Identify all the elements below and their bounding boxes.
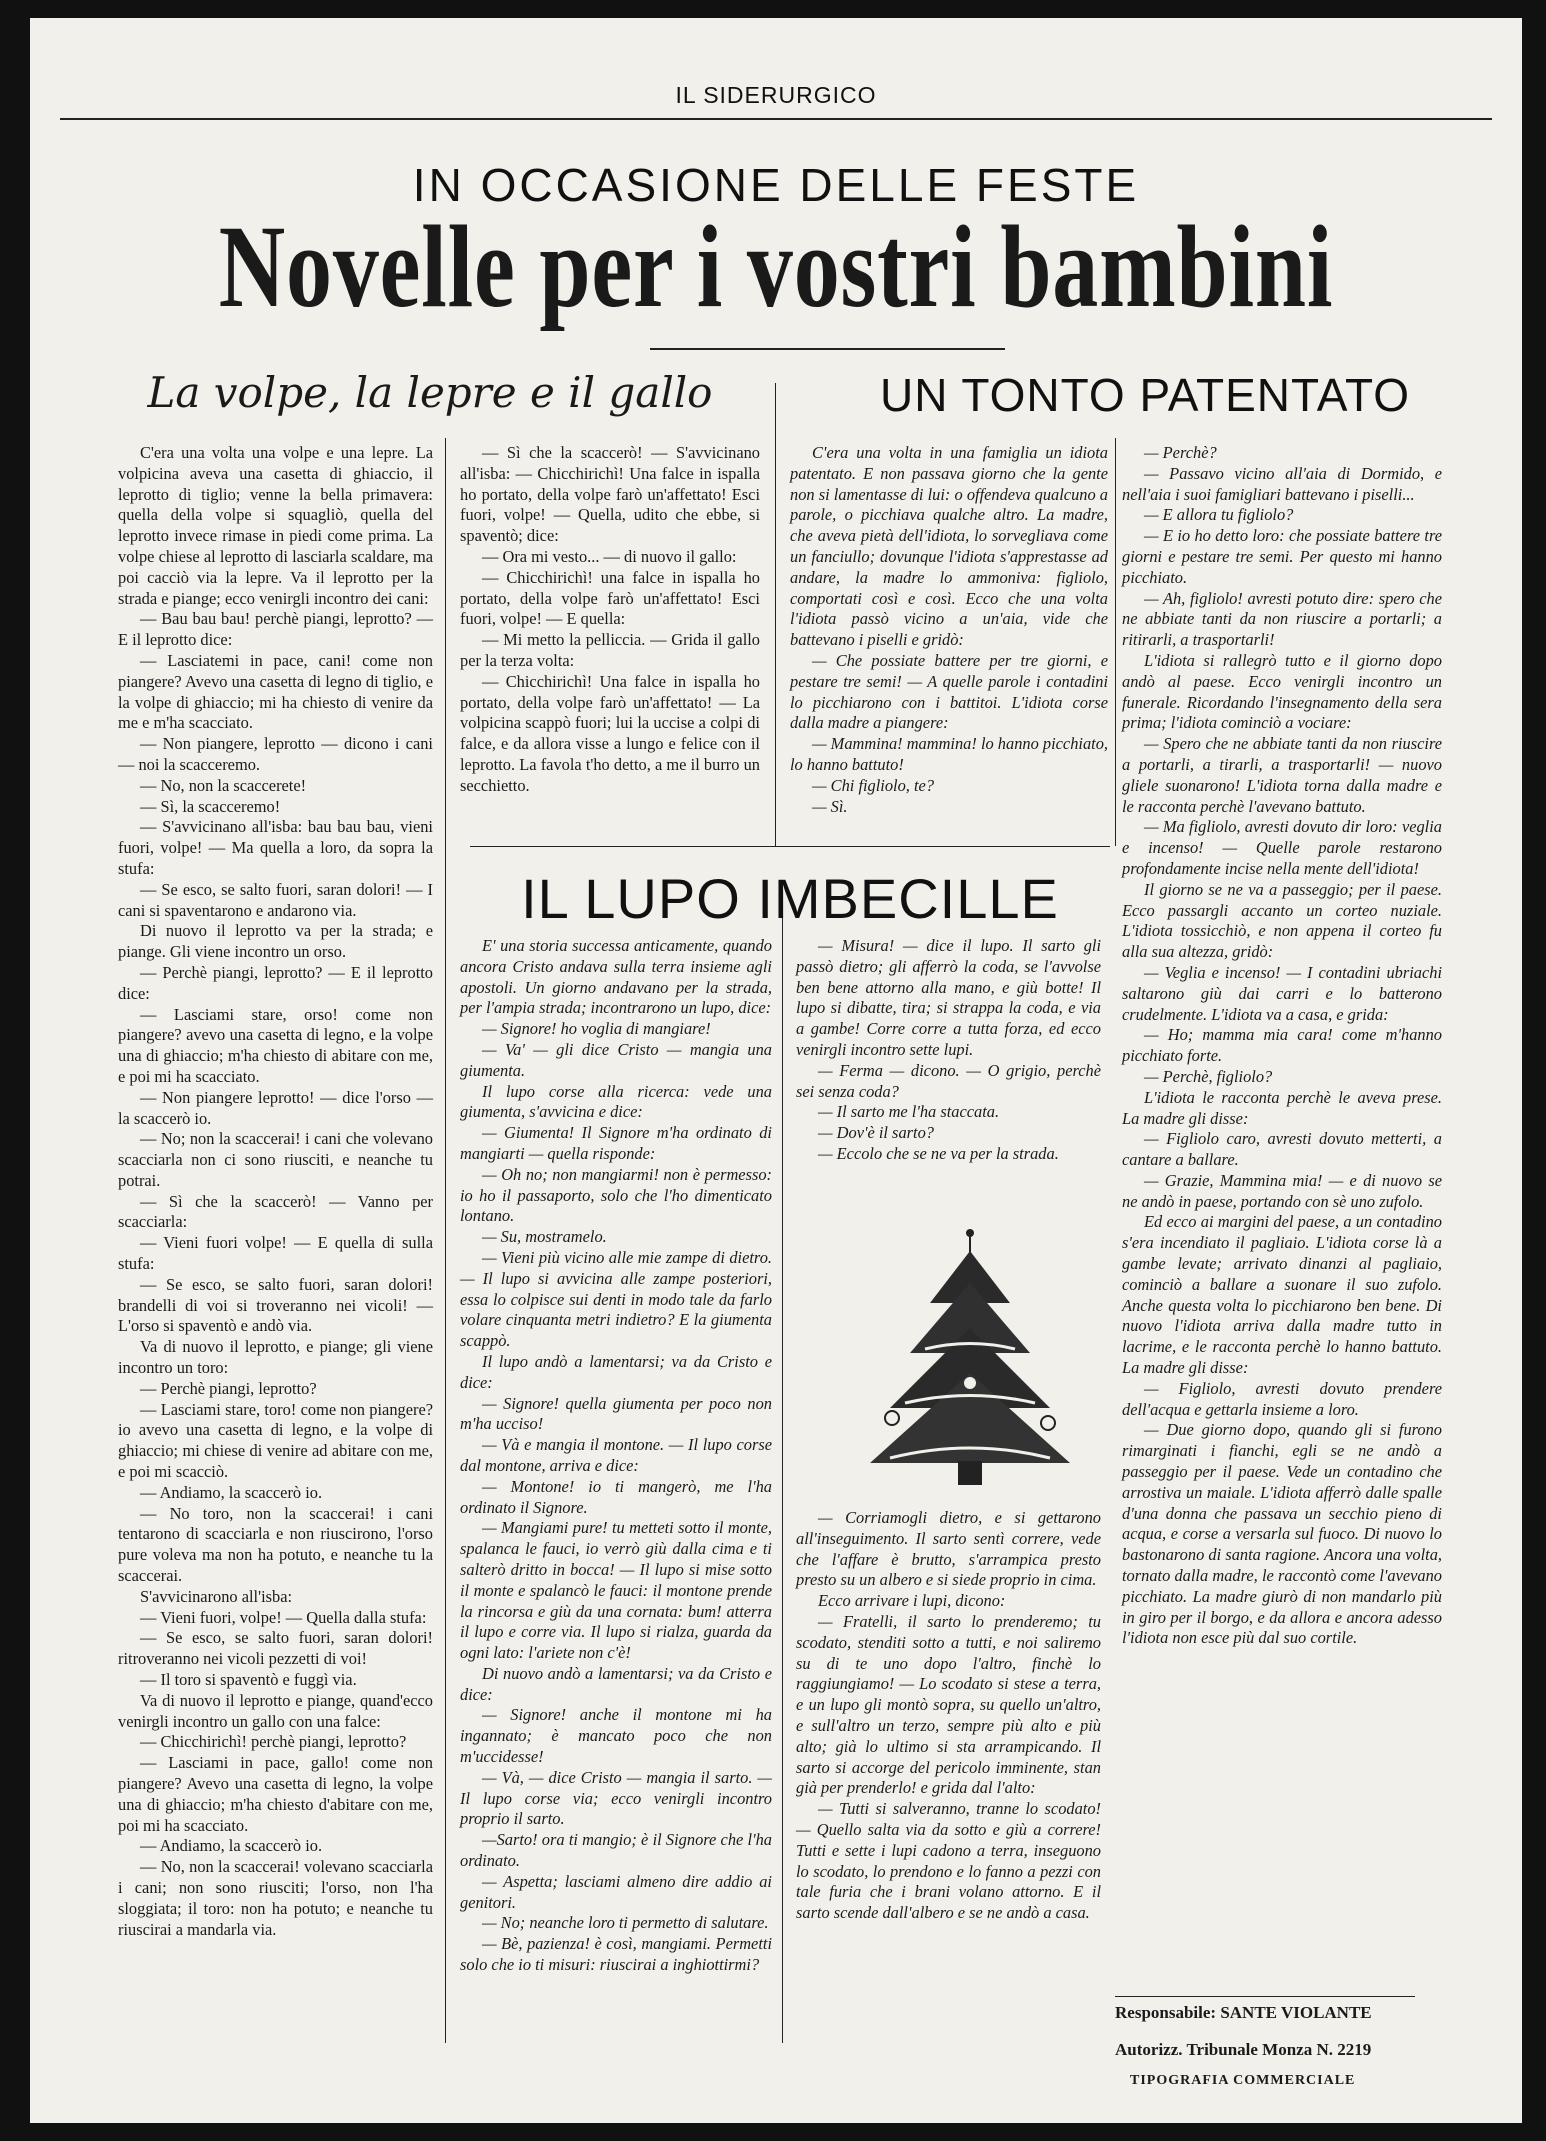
paragraph: — Il sarto me l'ha staccata. — [818, 1102, 1000, 1122]
story3-title: IL LUPO IMBECILLE — [521, 867, 1059, 930]
paragraph: L'idiota le racconta perchè le aveva prese. La madre gli disse: — [1122, 1087, 1442, 1128]
paragraph: — Mammina! mammina! lo hanno picchiato, lo hanno battuto! — [790, 734, 1108, 774]
printer-credit: TIPOGRAFIA COMMERCIALE — [1130, 2073, 1356, 2088]
story3-top-rule — [470, 846, 1110, 847]
paragraph: — Andiamo, la scaccerò io. — [140, 1482, 323, 1502]
paragraph: — Spero che ne abbiate tanti da non riuscire a portarli, a tirarli, a trasportarli! — nuovo gliele suonarono! L'idiota torna dalla madre e le racconta perchè l'avevano battuto. — [1122, 734, 1442, 816]
paragraph: — Ah, figliolo! avresti potuto dire: spero che ne abbiate tanti da non riuscire a portarli; a ritirarli, a trasportarli! — [1122, 588, 1442, 650]
paragraph: — Chicchirichì! una falce in ispalla ho portato, della volpe farò un'affettato! Esci fuori, volpe! — E quella: — [460, 567, 760, 629]
headline: Novelle per i vostri bambini — [218, 201, 1334, 332]
paragraph: — No; neanche loro ti permetto di salutare. — [482, 1913, 769, 1933]
paragraph: Il lupo andò a lamentarsi; va da Cristo e dice: — [460, 1351, 772, 1392]
paragraph: Il giorno se ne va a passeggio; per il paese. Ecco passargli accanto un corteo nuziale. L'idiota tossicchiò, e non appena il corteo fu alla sua altezza, gridò: — [1122, 879, 1442, 962]
paragraph: — Giumenta! Il Signore m'ha ordinato di mangiarti — quella risponde: — [460, 1123, 772, 1163]
paragraph: — Misura! — dice il lupo. Il sarto gli passò dietro; gli afferrò la coda, se l'avvolse ben bene attorno alla mano, e giù botte! Il lupo si dibatte, tira; si strappa la coda, e via a gambe! Corre corre a tutta forza, ed ecco venirgli incontro sette lupi. — [796, 936, 1101, 1059]
paragraph: — Chicchirichì! Una falce in ispalla ho portato, della volpe farò un'affettato! — La volpicina scappò fuori; lui la uccise a colpi di falce, e da allora visse a lungo e felice con il leprotto. La favola t'ho detto, a me il burro un secchietto. — [460, 671, 760, 795]
story2-column-2 — [1122, 443, 1442, 1649]
paragraph: — Non piangere, leprotto — dicono i cani — noi la scacceremo. — [118, 734, 433, 774]
story1-column-1 — [118, 443, 433, 1940]
kicker: IN OCCASIONE DELLE FESTE — [412, 159, 1140, 211]
paragraph: — Se esco, se salto fuori, saran dolori! brandelli di voi si troveranno nei vicoli! — L'orso si spaventò e andò via. — [118, 1274, 433, 1336]
paragraph: S'avvicinarono all'isba: — [140, 1586, 293, 1606]
column-divider-story2 — [1115, 438, 1116, 846]
paragraph: — No; non la scaccerai! i cani che volevano scacciarla non ci sono riusciti, e neanche tu potrai. — [118, 1129, 433, 1190]
paragraph: — No, non la scaccerete! — [140, 775, 307, 795]
responsabile-credit: Responsabile: SANTE VIOLANTE — [1115, 2003, 1372, 2022]
headline-rule — [650, 348, 1005, 350]
paragraph: — Bau bau bau! perchè piangi, leprotto? — E il leprotto dice: — [118, 609, 433, 650]
paragraph: — Eccolo che se ne va per la strada. — [818, 1143, 1059, 1163]
paragraph: — Lasciami stare, orso! come non piangere? avevo una casetta di legno, e la volpe una di ghiaccio; m'ha chiesto di abitare con me, e poi mi ha scacciato. — [118, 1004, 433, 1086]
paragraph: — Veglia e incenso! — I contadini ubriachi saltarono giù dai carri e lo batterono crudelmente. L'idiota va a casa, e grida: — [1122, 962, 1442, 1024]
paragraph: — Figliolo caro, avresti dovuto metterti, a cantare a ballare. — [1122, 1129, 1442, 1170]
paragraph: L'idiota si rallegrò tutto e il giorno dopo andò al paese. Ecco venirgli incontro un funerale. Ricordando l'insegnamento della sera prima; l'idiota cominciò a vociare: — [1122, 650, 1442, 733]
paragraph: Va di nuovo il leprotto, e piange; gli viene incontro un toro: — [118, 1337, 433, 1378]
column-divider-left — [445, 438, 446, 2043]
paragraph: — Vieni fuori volpe! — E quella di sulla stufa: — [118, 1233, 433, 1274]
story2-title: UN TONTO PATENTATO — [879, 369, 1411, 421]
paragraph: — Che possiate battere per tre giorni, e pestare tre semi! — A quelle parole i contadini lo picchiarono con i battitoi. L'idiota corse dalla madre a piangere: — [790, 650, 1108, 733]
paragraph: — Oh no; non mangiarmi! non è permesso: io ho il passaporto, solo che l'ho dimenticato lontano. — [460, 1164, 772, 1226]
authorization-credit: Autorizz. Tribunale Monza N. 2219 — [1115, 2040, 1372, 2059]
paragraph: — Perchè piangi, leprotto? — E il leprotto dice: — [118, 962, 433, 1003]
paragraph: — E io ho detto loro: che possiate battere tre giorni e pestare tre semi. Per questo mi hanno picchiato. — [1122, 526, 1442, 587]
newspaper-page — [30, 18, 1522, 2123]
paragraph: — Grazie, Mammina mia! — e di nuovo se ne andò in paese, portando con sè uno zufolo. — [1122, 1170, 1442, 1211]
column-divider-top — [775, 383, 776, 846]
paragraph: — Mangiami pure! tu metteti sotto il monte, spalanca le fauci, io verrò giù dalla cima e ti salterò dritto in bocca! — Il lupo si mise sotto il monte e spalancò le fauci: il montone prende la rincorsa e giù da una cornata: bum! atterra il lupo e corre via. Il lupo si rialza, guarda da ogni lato: l'ariete non c'è! — [460, 1518, 772, 1663]
paragraph: Il lupo corse alla ricerca: vede una giumenta, s'avvicina e dice: — [460, 1081, 772, 1122]
paragraph: — Lasciami stare, toro! come non piangere? io avevo una casetta di legno, e la volpe di ghiaccio; mi chiese di venire ad abitare con me, e poi mi scacciò. — [118, 1399, 433, 1482]
paragraph: — Corriamogli dietro, e si gettarono all'inseguimento. Il sarto sentì correre, vede che l'affare è brutto, s'arrampica presto presto su un albero e si siede proprio in cima. — [796, 1508, 1101, 1590]
story3-column-2-bottom — [796, 1508, 1101, 1924]
paragraph: — E allora tu figliolo? — [1144, 505, 1294, 525]
story2-column-1 — [790, 443, 1108, 817]
paragraph: — Sì. — [812, 796, 848, 816]
paragraph: — Lasciami in pace, gallo! come non piangere? Avevo una casetta di legno, la volpe una di ghiaccio; m'ha chiesto d'abitare con me, poi mi ha scacciato. — [118, 1753, 433, 1835]
paragraph: — No, non la scaccerai! volevano scacciarla i cani; non sono riusciti; l'orso, non l'ha sloggiata; il toro: non ha potuto; e neanche tu riuscirai a mandarla via. — [118, 1857, 433, 1939]
paragraph: — Tutti si salveranno, tranne lo scodato! — Quello salta via da sotto e giù a correre! Tutti e sette i lupi cadono a terra, inseguono lo scodato, lo prendono e lo fanno a pezzi con tale furia che i brani volano attorno. E il sarto scende dall'albero e se ne andò a casa. — [796, 1799, 1101, 1923]
paragraph: — Non piangere leprotto! — dice l'orso — la scaccerò io. — [118, 1087, 433, 1128]
paragraph: — Ora mi vesto... — di nuovo il gallo: — [482, 546, 737, 566]
paragraph: — Va' — gli dice Cristo — mangia una giumenta. — [460, 1039, 772, 1080]
paragraph: — Perchè? — [1144, 443, 1217, 462]
paragraph: — S'avvicinano all'isba: bau bau bau, vieni fuori, volpe! — Ma quella a loro, da sopra la stufa: — [118, 817, 433, 878]
paragraph: — Fratelli, il sarto lo prenderemo; tu scodato, stenditi sotto a tutti, e noi saliremo su di te uno dopo l'altro, finchè lo raggiungiamo! — Lo scodato si stese a terra, e un lupo gli montò sopra, su quello un'altro, e sull'altro un terzo, sempre più alto e più alto; già lo ultimo si sta arrampicando. Il sarto si accorge del pericolo imminente, stan già per prenderlo! e grida dal l'alto: — [796, 1611, 1101, 1798]
paragraph: Ecco arrivare i lupi, dicono: — [818, 1591, 1006, 1611]
paragraph: C'era una volta in una famiglia un idiota patentato. E non passava giorno che la gente non si lamentasse di lui: o offendeva qualcuno a parole, o picchiava qualche altro. La madre, che aveva pietà dell'idiota, lo sorvegliava come un fanciullo; dovunque l'idiota s'apprestasse ad andare, la madre lo ammoniva: figliolo, comportati così e così. Ecco che una volta l'idiota passò vicino a un'aia, vide che battevano i piselli e gridò: — [790, 443, 1108, 650]
paragraph: —Sarto! ora ti mangio; è il Signore che l'ha ordinato. — [460, 1830, 772, 1871]
paragraph: — Perchè, figliolo? — [1144, 1066, 1273, 1086]
paragraph: — Lasciatemi in pace, cani! come non piangere? Avevo una casetta di legno di tiglio, e la volpe di ghiaccio; mi ha chiesto di venire da me e m'ha scacciato. — [118, 650, 433, 733]
paragraph: — Chi figliolo, te? — [812, 775, 935, 795]
paragraph: — Aspetta; lasciami almeno dire addio ai genitori. — [460, 1871, 772, 1912]
paragraph: Ed ecco ai margini del paese, a un contadino s'era incendiato il pagliaio. L'idiota corse là a gambe levate; arrivato dinanzi al pagliaio, cominciò a ballare a suonare il suo zufolo. Anche questa volta lo picchiarono ben bene. Di nuovo l'idiota arriva dalla madre tutto in lacrime, e le racconta perchè lo hanno battuto. La madre gli disse: — [1122, 1212, 1442, 1378]
story3-column-1 — [460, 936, 772, 1976]
paragraph: — Và e mangia il montone. — Il lupo corse dal montone, arriva e dice: — [460, 1435, 772, 1475]
paragraph: Va di nuovo il leprotto e piange, quand'ecco venirgli incontro un gallo con una falce: — [118, 1690, 433, 1731]
paragraph: — Sì che la scaccerò! — Vanno per scacciarla: — [118, 1191, 433, 1232]
paragraph: — Su, mostramelo. — [482, 1227, 607, 1247]
paragraph: — Signore! quella giumenta per poco non m'ha ucciso! — [460, 1393, 772, 1434]
paragraph: — Chicchirichì! perchè piangi, leprotto? — [140, 1732, 407, 1752]
paragraph: — Due giorno dopo, quando gli si furono rimarginati i fianchi, egli se ne andò a passeggio per il paese. Vede un contadino che arrostiva un maiale. L'idiota afferrò dalle spalle d'una donna che passava un secchio pieno di acqua, e corse a versarla sul fuoco. Di nuovo lo bastonarono di santa ragione. Ancora una volta, tornato dalla madre, le raccontò come l'avevano picchiato. La madre giurò di non mandarlo più in giro per il borgo, e da allora e ancora adesso l'idiota non esce più dal suo cortile. — [1122, 1420, 1442, 1648]
column-divider-story3 — [782, 918, 783, 2043]
paragraph: — Figliolo, avresti dovuto prendere dell'acqua e gettarla insieme a loro. — [1122, 1378, 1442, 1419]
paragraph: — Se esco, se salto fuori, saran dolori! ritroveranno nei vicoli pezzetti di voi! — [118, 1628, 433, 1669]
paragraph: — Il toro si spaventò e fuggì via. — [140, 1670, 357, 1690]
paragraph: Di nuovo andò a lamentarsi; va da Cristo e dice: — [460, 1663, 772, 1704]
paragraph: — Dov'è il sarto? — [818, 1123, 934, 1143]
paragraph: — Mi metto la pelliccia. — Grida il gallo per la terza volta: — [460, 630, 760, 670]
christmas-tree-illustration — [850, 1223, 1090, 1493]
paragraph: — Ferma — dicono. — O grigio, perchè sei senza coda? — [796, 1060, 1101, 1101]
story1-title: La volpe, la lepre e il gallo — [147, 368, 713, 417]
paragraph: C'era una volta una volpe e una lepre. La volpicina aveva una casetta di ghiaccio, il leprotto di tiglio; venne la bella primavera: quella della volpe si squagliò, quella del leprotto invece rimase in piedi come prima. La volpe chiese al leprotto di lasciarla scaldare, ma poi cacciò via la lepre. Va il leprotto per la strada e piange; ecco venirgli incontro dei cani: — [118, 443, 433, 608]
footer-rule — [1115, 1996, 1415, 1997]
story3-column-2-top — [796, 936, 1101, 1165]
paragraph: — Và, — dice Cristo — mangia il sarto. — Il lupo corse via; ecco venirgli incontro proprio il sarto. — [460, 1767, 772, 1829]
paragraph: — Perchè piangi, leprotto? — [140, 1378, 317, 1398]
masthead-rule — [60, 118, 1492, 120]
paragraph: — Montone! io ti mangerò, me l'ha ordinato il Signore. — [460, 1476, 772, 1517]
story1-column-2 — [460, 443, 760, 797]
paragraph: E' una storia successa anticamente, quando ancora Cristo andava sulla terra insieme agli apostoli. Un giorno andavano per la strada, per l'ampia strada; incontrarono un lupo, dice: — [460, 936, 772, 1018]
paragraph: — Bè, pazienza! è così, mangiami. Permetti solo che io ti misuri: riuscirai a inghiottirmi? — [460, 1934, 772, 1975]
paragraph: — Andiamo, la scaccerò io. — [140, 1836, 323, 1856]
paragraph: — Signore! ho voglia di mangiare! — [482, 1019, 711, 1039]
paragraph: — Sì che la scaccerò! — S'avvicinano all'isba: — Chicchirichì! Una falce in ispalla ho portato, della volpe farò un'affettato! Esci fuori, volpe! — Quella, udito che ebbe, si spaventò; dice: — [460, 443, 760, 546]
paragraph: — Signore! anche il montone mi ha ingannato; è mancato poco che non m'uccidesse! — [460, 1705, 772, 1767]
paragraph: Di nuovo il leprotto va per la strada; e piange. Gli viene incontro un orso. — [118, 921, 433, 962]
paragraph: — Ho; mamma mia cara! come m'hanno picchiato forte. — [1122, 1025, 1442, 1066]
paragraph: — No toro, non la scaccerai! i cani tentarono di scacciarla e non riuscirono, l'orso pure voleva ma non ha potuto, e neanche tu la scaccerai. — [118, 1503, 433, 1586]
paragraph: — Se esco, se salto fuori, saran dolori! — I cani si spaventarono e andarono via. — [118, 879, 433, 920]
paragraph: — Passavo vicino all'aia di Dormido, e nell'aia i suoi famigliari battevano i piselli... — [1122, 463, 1442, 504]
masthead: IL SIDERURGICO — [675, 82, 877, 108]
paragraph: — Sì, la scacceremo! — [140, 796, 281, 816]
paragraph: — Vieni fuori, volpe! — Quella dalla stufa: — [140, 1607, 427, 1627]
paragraph: — Vieni più vicino alle mie zampe di dietro. — Il lupo si avvicina alle zampe posteriori, essa lo colpisce sui denti in modo tale da farlo volare cinquanta metri indietro? E la giumenta scappò. — [460, 1247, 772, 1351]
paragraph: — Ma figliolo, avresti dovuto dir loro: veglia e incenso! — Quelle parole restarono profondamente incise nella mente dell'idiota! — [1122, 817, 1442, 878]
